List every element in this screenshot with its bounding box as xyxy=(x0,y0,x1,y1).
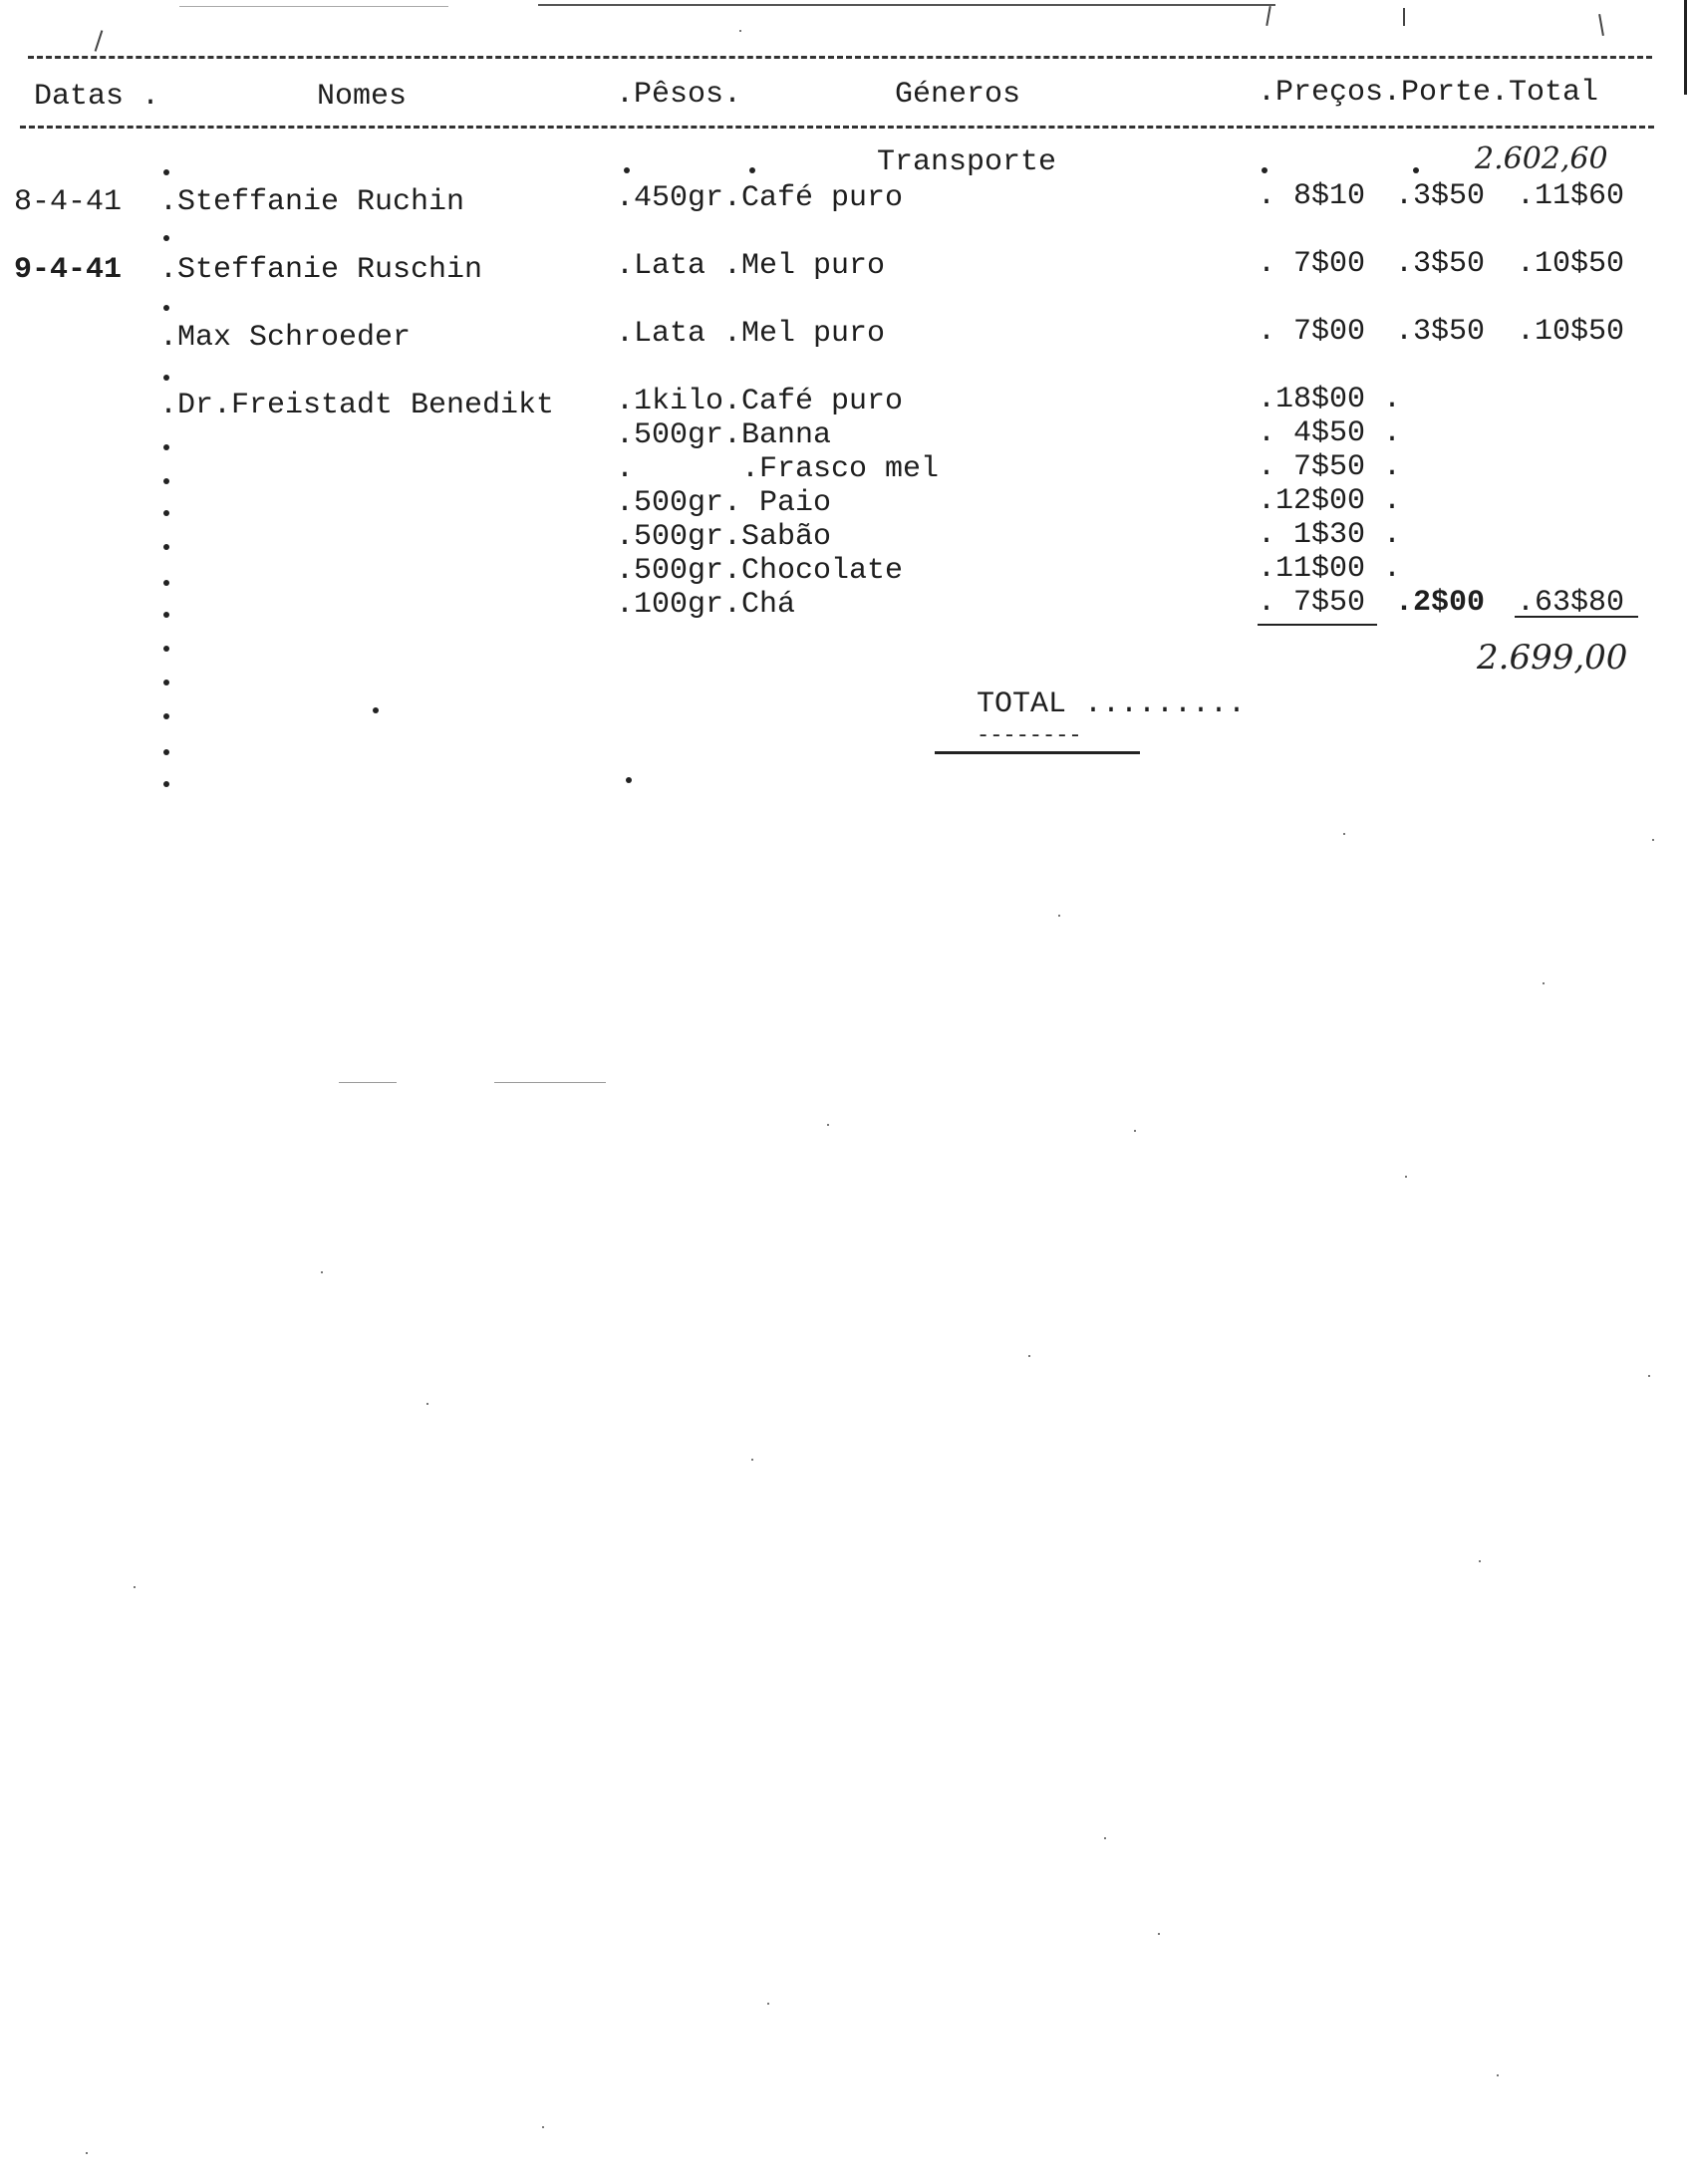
column-dot xyxy=(163,680,169,685)
entry-date: 8-4-41 xyxy=(14,185,123,219)
entry-name: .Dr.Freistadt Benedikt xyxy=(159,389,555,422)
benedikt-item: .1kilo.Café puro xyxy=(616,385,904,418)
entry-total: .10$50 xyxy=(1517,247,1625,281)
paper-speck xyxy=(1405,1176,1407,1178)
paper-speck xyxy=(1158,1933,1160,1935)
paper-speck xyxy=(1497,2074,1499,2076)
entry-name: .Steffanie Ruchin xyxy=(159,185,465,219)
entry-porte: .3$50 xyxy=(1395,247,1486,281)
pesos-dot xyxy=(749,167,755,173)
column-dot xyxy=(163,169,169,175)
paper-speck xyxy=(134,1586,136,1588)
pen-mark xyxy=(1403,8,1405,26)
column-dot xyxy=(163,444,169,450)
pen-mark xyxy=(95,30,104,52)
benedikt-porte: .2$00 xyxy=(1395,586,1486,620)
page-right-edge xyxy=(1684,0,1687,95)
top-edge-line-left xyxy=(179,6,448,7)
entry-total: .11$60 xyxy=(1517,179,1625,213)
column-dot xyxy=(163,612,169,618)
entry-name: .Steffanie Ruschin xyxy=(159,253,483,287)
transporte-label: Transporte xyxy=(877,145,1057,179)
column-dot xyxy=(163,235,169,241)
header-precos-porte-total: .Preços.Porte.Total xyxy=(1258,76,1599,110)
entry-price: . 7$00 xyxy=(1258,315,1366,349)
benedikt-total: .63$80 xyxy=(1517,586,1625,620)
entry-porte: .3$50 xyxy=(1395,315,1486,349)
top-edge-line xyxy=(538,4,1275,6)
benedikt-price: .12$00 . xyxy=(1258,484,1402,518)
paper-speck xyxy=(751,1459,753,1461)
benedikt-price: . 4$50 . xyxy=(1258,416,1402,450)
header-bottom-rule xyxy=(20,126,1654,129)
entry-item: .450gr.Café puro xyxy=(616,181,904,215)
paper-speck xyxy=(1652,839,1654,841)
benedikt-price: . 7$50 xyxy=(1258,586,1366,620)
pesos-dot xyxy=(624,167,630,173)
entry-price: . 8$10 xyxy=(1258,179,1366,213)
paper-speck xyxy=(86,2152,88,2154)
entry-date: 9-4-41 xyxy=(14,253,123,287)
benedikt-price: .18$00 . xyxy=(1258,383,1402,416)
pen-mark xyxy=(1598,14,1604,36)
column-dot xyxy=(163,580,169,586)
price-dot xyxy=(1413,167,1419,173)
paper-speck xyxy=(1648,1375,1650,1377)
benedikt-item: .500gr. Paio xyxy=(616,486,832,520)
benedikt-item: .500gr.Banna xyxy=(616,418,832,452)
pen-mark xyxy=(1266,6,1270,26)
paper-speck xyxy=(1058,915,1060,917)
paper-speck xyxy=(1104,1837,1106,1839)
header-datas: Datas . xyxy=(34,80,160,114)
benedikt-item: .500gr.Chocolate xyxy=(616,554,904,588)
total-double-underline xyxy=(935,751,1140,754)
benedikt-item: . .Frasco mel xyxy=(616,452,940,486)
faint-mark xyxy=(494,1082,606,1083)
price-underline xyxy=(1258,624,1377,626)
total-label: TOTAL ......... xyxy=(977,687,1247,721)
column-dot xyxy=(163,713,169,719)
entry-item: .Lata .Mel puro xyxy=(616,249,886,283)
column-dot xyxy=(163,781,169,787)
paper-speck xyxy=(1543,982,1545,984)
entry-porte: .3$50 xyxy=(1395,179,1486,213)
entry-name: .Max Schroeder xyxy=(159,321,412,355)
column-dot xyxy=(163,749,169,755)
paper-speck xyxy=(542,2126,544,2128)
benedikt-price: .11$00 . xyxy=(1258,552,1402,586)
paper-speck xyxy=(1479,1560,1481,1562)
paper-speck xyxy=(1134,1130,1136,1132)
total-underline xyxy=(1515,616,1638,618)
column-dot xyxy=(373,707,379,713)
benedikt-price: . 7$50 . xyxy=(1258,450,1402,484)
transporte-amount-handwritten: 2.602,60 xyxy=(1475,141,1608,176)
header-top-rule xyxy=(28,56,1652,59)
column-dot xyxy=(163,544,169,550)
header-pesos: .Pêsos. xyxy=(616,78,742,112)
entry-total: .10$50 xyxy=(1517,315,1625,349)
entry-price: . 7$00 xyxy=(1258,247,1366,281)
column-dot xyxy=(163,646,169,652)
column-dot xyxy=(163,478,169,484)
price-dot xyxy=(1262,167,1268,173)
paper-speck xyxy=(321,1271,323,1273)
column-dot xyxy=(163,510,169,516)
header-nomes: Nomes xyxy=(317,80,408,114)
grand-total-handwritten: 2.699,00 xyxy=(1477,638,1628,678)
paper-speck xyxy=(426,1403,428,1405)
total-dash-underline: -------- xyxy=(977,723,1082,748)
header-generos: Géneros xyxy=(895,78,1021,112)
benedikt-price: . 1$30 . xyxy=(1258,518,1402,552)
paper-speck xyxy=(739,30,741,32)
benedikt-item: .100gr.Chá xyxy=(616,588,796,622)
faint-mark xyxy=(339,1082,397,1083)
column-dot xyxy=(163,375,169,381)
column-dot xyxy=(626,777,632,783)
benedikt-item: .500gr.Sabão xyxy=(616,520,832,554)
paper-speck xyxy=(1343,833,1345,835)
paper-speck xyxy=(827,1124,829,1126)
column-dot xyxy=(163,305,169,311)
entry-item: .Lata .Mel puro xyxy=(616,317,886,351)
paper-speck xyxy=(1028,1355,1030,1357)
paper-speck xyxy=(767,2003,769,2005)
